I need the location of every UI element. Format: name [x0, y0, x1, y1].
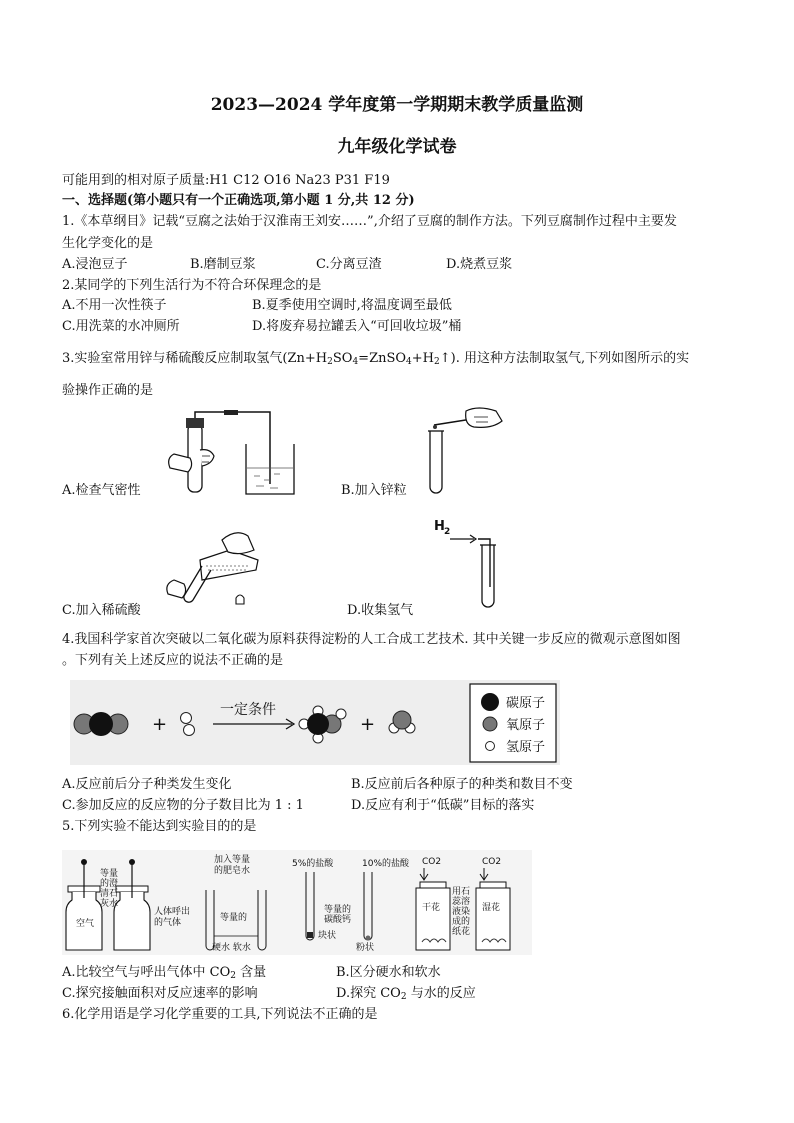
q3-option-b: B.加入锌粒 [341, 483, 407, 498]
q5-option-b: B.区分硬水和软水 [336, 965, 441, 980]
exam-subtitle: 九年级化学试卷 [337, 137, 457, 157]
legend-carbon: 碳原子 [506, 696, 546, 711]
svg-text:的肥皂水: 的肥皂水 [214, 866, 251, 876]
svg-text:10%的盐酸: 10%的盐酸 [362, 859, 410, 869]
atomic-masses: 可能用到的相对原子质量:H1 C12 O16 Na23 P31 F19 [62, 173, 390, 188]
q1-option-a: A.浸泡豆子 [62, 257, 128, 272]
q4-reaction-diagram [70, 680, 560, 765]
co2-molecule [74, 712, 128, 736]
hand-icon [222, 533, 254, 554]
q3-equation: $Zn+H_2SO_4=ZnSO_4+H_2↑$ [287, 351, 451, 367]
svg-text:液染: 液染 [452, 907, 471, 917]
oxygen-legend-icon [483, 717, 497, 731]
q3-figure-b-zinc [420, 405, 510, 497]
q4-option-c: C.参加反应的反应物的分子数目比为 1 : 1 [62, 798, 304, 813]
q4-stem-line1: 4.我国科学家首次突破以二氧化碳为原料获得淀粉的人工合成工艺技术. 其中关键一步反应的微观示意图如图 [62, 632, 681, 647]
legend-oxygen: 氧原子 [506, 718, 546, 733]
svg-text:等量的: 等量的 [220, 913, 248, 923]
reaction-condition: 一定条件 [220, 702, 276, 718]
svg-text:CO2: CO2 [422, 857, 442, 867]
q2-option-d: D.将废弃易拉罐丢入“可回收垃圾”桶 [252, 319, 462, 334]
q3-stem-line2: 验操作正确的是 [62, 383, 154, 398]
svg-text:纸花: 纸花 [452, 927, 471, 937]
q3-figure-d-collect [430, 515, 510, 610]
legend-hydrogen: 氢原子 [506, 740, 546, 755]
svg-text:等量的: 等量的 [324, 905, 352, 915]
svg-text:人体呼出: 人体呼出 [154, 907, 191, 917]
svg-text:5%的盐酸: 5%的盐酸 [292, 859, 334, 869]
plus-sign: + [360, 714, 376, 735]
hand-icon [466, 408, 502, 427]
svg-text:CO2: CO2 [482, 857, 502, 867]
svg-text:用石: 用石 [452, 887, 471, 897]
h2-label: H [434, 519, 445, 534]
carbon-legend-icon [481, 693, 499, 711]
svg-text:干花: 干花 [422, 903, 441, 913]
q5-experiments-figure [62, 850, 532, 955]
svg-text:的澄: 的澄 [100, 879, 119, 889]
svg-text:碳酸钙: 碳酸钙 [324, 915, 352, 925]
hand-icon [167, 580, 186, 598]
plus-sign: + [152, 714, 168, 735]
q4-stem-line2: 。下列有关上述反应的说法不正确的是 [62, 653, 284, 668]
svg-text:加入等量: 加入等量 [214, 855, 251, 865]
q2-option-a: A.不用一次性筷子 [62, 298, 167, 313]
hydrogen-legend-icon [486, 742, 495, 751]
svg-text:的气体: 的气体 [154, 918, 182, 928]
q1-option-b: B.磨制豆浆 [190, 257, 256, 272]
q3-option-c: C.加入稀硫酸 [62, 603, 141, 618]
svg-text:灰水: 灰水 [100, 899, 119, 909]
svg-text:硬水 软水: 硬水 软水 [212, 943, 251, 953]
svg-text:空气: 空气 [76, 919, 95, 929]
q5-option-a: A.比较空气与呼出气体中 $CO_2$ 含量 [62, 965, 267, 981]
svg-text:蕊溶: 蕊溶 [452, 897, 471, 907]
q4-option-b: B.反应前后各种原子的种类和数目不变 [351, 777, 573, 792]
stopper-icon [236, 595, 244, 604]
q4-option-a: A.反应前后分子种类发生变化 [62, 777, 232, 792]
svg-text:清石: 清石 [100, 889, 119, 899]
q5-option-c: C.探究接触面积对反应速率的影响 [62, 986, 258, 1001]
q1-option-d: D.烧煮豆浆 [446, 257, 513, 272]
svg-text:粉状: 粉状 [356, 943, 375, 953]
q3-stem-line1: 3.实验室常用锌与稀硫酸反应制取氢气$(Zn+H_2SO_4=ZnSO_4+H_2↑)$. 用这种方法制取氢气,下列如图所示的实 [62, 351, 690, 367]
q2-option-b: B.夏季使用空调时,将温度调至最低 [252, 298, 452, 313]
svg-text:湿花: 湿花 [482, 903, 501, 913]
q3-option-d: D.收集氢气 [347, 603, 414, 618]
svg-text:2: 2 [444, 527, 451, 537]
exam-title: 2023—2024 学年度第一学期期末教学质量监测 [210, 95, 584, 115]
q3-figure-a-airtightness [158, 410, 308, 498]
q3-option-a: A.检查气密性 [62, 483, 141, 498]
svg-text:等量: 等量 [100, 869, 119, 879]
q3-figure-c-acid [150, 520, 280, 610]
q2-stem: 2.某同学的下列生活行为不符合环保理念的是 [62, 278, 322, 293]
q5-stem: 5.下列实验不能达到实验目的的是 [62, 819, 257, 834]
q1-stem-line2: 生化学变化的是 [62, 236, 154, 251]
q1-option-c: C.分离豆渣 [316, 257, 382, 272]
q1-stem-line1: 1.《本草纲目》记载“豆腐之法始于汉淮南王刘安……”,介绍了豆腐的制作方法。下列豆腐制作过程中主要发 [62, 214, 677, 229]
section-heading: 一、选择题(第小题只有一个正确选项,第小题 1 分,共 12 分) [62, 193, 415, 208]
svg-text:成的: 成的 [452, 917, 471, 927]
svg-text:块状: 块状 [318, 931, 337, 941]
q5-option-d: D.探究 $CO_2$ 与水的反应 [336, 986, 476, 1002]
q2-option-c: C.用洗菜的水冲厕所 [62, 319, 180, 334]
q6-stem: 6.化学用语是学习化学重要的工具,下列说法不正确的是 [62, 1007, 378, 1022]
q4-option-d: D.反应有利于“低碳”目标的落实 [351, 798, 535, 813]
